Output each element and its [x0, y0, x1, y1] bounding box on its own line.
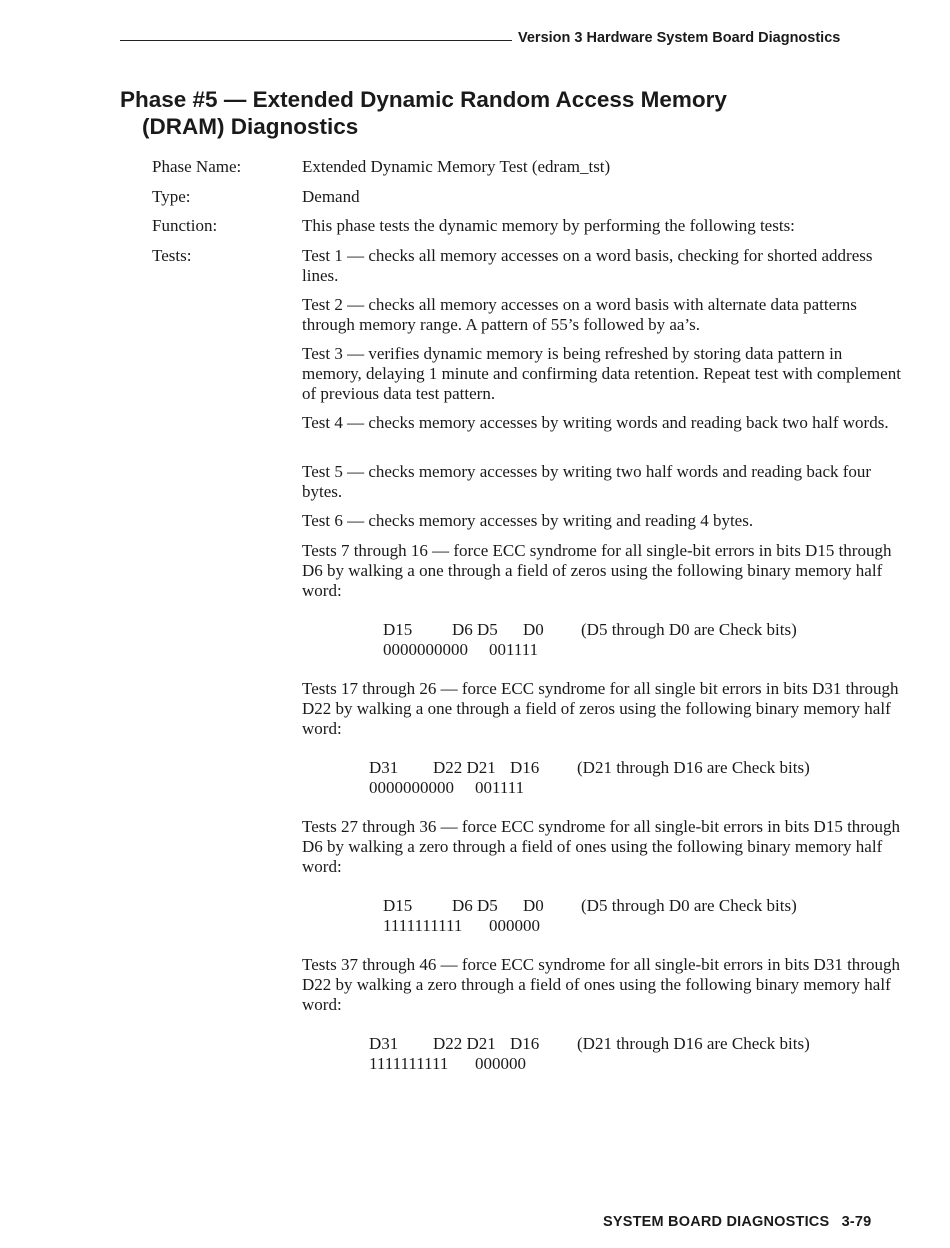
check-bits: 000000: [475, 1054, 526, 1073]
bit-label-high: D15: [383, 620, 413, 639]
bit-label-low: D16: [510, 1034, 540, 1053]
test-6-description: Test 6 — checks memory accesses by writing and reading 4 bytes.: [302, 511, 754, 530]
phase-name-label: Phase Name:: [152, 157, 242, 176]
data-bits: 1111111111: [383, 916, 463, 935]
section-heading-line-2: (DRAM) Diagnostics: [142, 114, 359, 139]
bit-label-low: D0: [523, 896, 544, 915]
header-rule: [120, 40, 512, 41]
tests-17-26-description: Tests 17 through 26 — force ECC syndrome for all single bit errors in bits D31 through D22 by walking a one through a field of zeros using the following binary memory half word:: [302, 679, 899, 738]
tests-37-46-description: Tests 37 through 46 — force ECC syndrome for all single-bit errors in bits D31 through D22 by walking a zero through a field of ones using the following binary memory half word:: [302, 955, 900, 1014]
running-header: Version 3 Hardware System Board Diagnostics: [518, 30, 841, 46]
binary-word-4: [369, 1034, 849, 1074]
tests-7-16-description: Tests 7 through 16 — force ECC syndrome for all single-bit errors in bits D15 through D6 by walking a one through a field of zeros using the following binary memory half word:: [302, 541, 892, 600]
section-heading-line-1: Phase #5 — Extended Dynamic Random Access Memory: [120, 87, 727, 112]
type-value: Demand: [302, 187, 360, 206]
bit-label-mid: D6 D5: [452, 896, 498, 915]
tests-label: Tests:: [152, 246, 192, 265]
binary-word-1: [383, 620, 843, 660]
test-4-description: Test 4 — checks memory accesses by writing words and reading back two half words.: [302, 413, 889, 432]
check-bits: 001111: [475, 778, 525, 797]
section-heading: [120, 86, 727, 140]
check-bits-note: (D21 through D16 are Check bits): [577, 758, 810, 777]
bit-label-low: D0: [523, 620, 544, 639]
check-bits: 001111: [489, 640, 539, 659]
data-bits: 0000000000: [369, 778, 454, 797]
check-bits-note: (D5 through D0 are Check bits): [581, 620, 797, 639]
footer-label: SYSTEM BOARD DIAGNOSTICS: [603, 1214, 830, 1230]
check-bits-note: (D5 through D0 are Check bits): [581, 896, 797, 915]
bit-label-high: D31: [369, 1034, 399, 1053]
bit-label-low: D16: [510, 758, 540, 777]
test-2-description: Test 2 — checks all memory accesses on a word basis with alternate data patterns through memory range. A pattern of 55’s followed by aa’s.: [302, 295, 857, 334]
bit-label-mid: D22 D21: [433, 1034, 496, 1053]
data-bits: 0000000000: [383, 640, 468, 659]
test-1-description: Test 1 — checks all memory accesses on a word basis, checking for shorted address lines.: [302, 246, 873, 285]
tests-27-36-description: Tests 27 through 36 — force ECC syndrome for all single-bit errors in bits D15 through D6 by walking a zero through a field of ones using the following binary memory half word:: [302, 817, 900, 876]
bit-label-mid: D6 D5: [452, 620, 498, 639]
bit-label-high: D15: [383, 896, 413, 915]
check-bits: 000000: [489, 916, 540, 935]
type-label: Type:: [152, 187, 191, 206]
binary-word-3: [383, 896, 843, 936]
check-bits-note: (D21 through D16 are Check bits): [577, 1034, 810, 1053]
data-bits: 1111111111: [369, 1054, 449, 1073]
function-label: Function:: [152, 216, 218, 235]
test-5-description: Test 5 — checks memory accesses by writing two half words and reading back four bytes.: [302, 462, 872, 501]
function-value: This phase tests the dynamic memory by performing the following tests:: [302, 216, 795, 235]
test-3-description: Test 3 — verifies dynamic memory is being refreshed by storing data pattern in memory, delaying 1 minute and confirming data retention. Repeat test with complement of previous data test pattern.: [302, 344, 901, 403]
page-footer: [603, 1214, 871, 1230]
page-number: 3-79: [841, 1214, 872, 1230]
bit-label-mid: D22 D21: [433, 758, 496, 777]
binary-word-2: [369, 758, 849, 798]
bit-label-high: D31: [369, 758, 399, 777]
phase-name-value: Extended Dynamic Memory Test (edram_tst): [302, 157, 611, 176]
